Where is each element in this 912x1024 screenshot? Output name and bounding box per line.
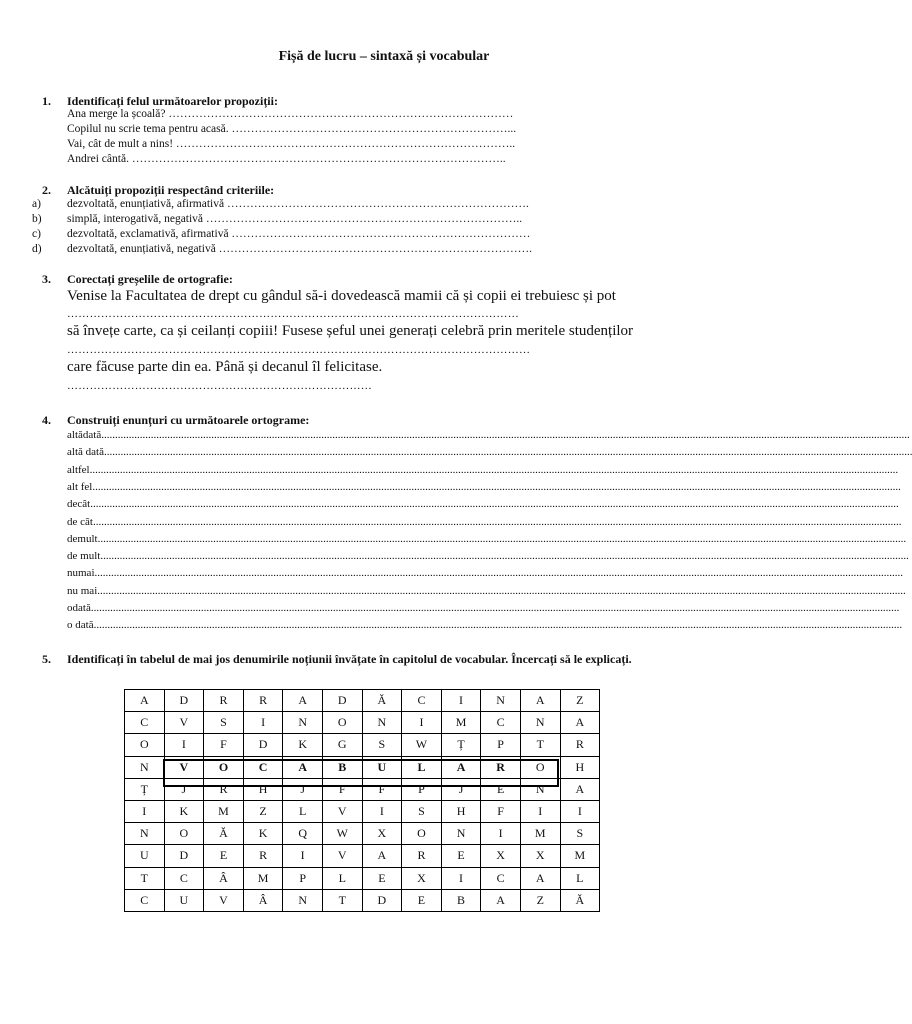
ortogram-word: de mult (67, 550, 101, 563)
grid-cell: Z (560, 690, 600, 712)
answer-dots: ...................................................................................................................................................................................................................................................................................................... (89, 463, 899, 476)
grid-cell: A (283, 756, 323, 778)
ortogram-line (67, 429, 910, 441)
answer-dots: ...................................................................................................................................................................................................................................................................................................... (97, 584, 906, 597)
section-heading: Construiți enunțuri cu următoarele ortograme: (67, 413, 310, 427)
grid-cell: N (125, 756, 165, 778)
grid-cell: I (402, 712, 442, 734)
grid-cell: V (322, 845, 362, 867)
grid-cell: N (481, 690, 521, 712)
answer-dots: ...................................................................................................................................................................................................................................................................................................... (100, 550, 909, 563)
grid-row (125, 845, 600, 867)
answer-dots: ……………………………………………………………………… (67, 380, 373, 392)
grid-cell: W (322, 823, 362, 845)
grid-cell: H (243, 778, 283, 800)
grid-cell: T (520, 734, 560, 756)
grid-cell: X (402, 867, 442, 889)
grid-cell: A (441, 756, 481, 778)
grid-cell: S (204, 712, 244, 734)
grid-cell: N (283, 712, 323, 734)
grid-cell: P (481, 734, 521, 756)
grid-cell: V (164, 756, 204, 778)
grid-cell: X (520, 845, 560, 867)
section-1 (42, 94, 662, 174)
grid-cell: R (402, 845, 442, 867)
grid-row (125, 734, 600, 756)
grid-cell: M (560, 845, 600, 867)
grid-cell: W (402, 734, 442, 756)
answer-dots: ...................................................................................................................................................................................................................................................................................................... (103, 446, 912, 459)
grid-cell: P (402, 778, 442, 800)
grid-cell: P (283, 867, 323, 889)
exercise-line: dezvoltată, enunțiativă, afirmativă ……………………………………………………………………. (67, 198, 529, 210)
grid-cell: Ă (362, 690, 402, 712)
grid-cell: I (481, 823, 521, 845)
section-number: 3. (42, 272, 51, 286)
grid-cell: A (520, 867, 560, 889)
grid-cell: S (362, 734, 402, 756)
answer-dots: ...................................................................................................................................................................................................................................................................................................... (90, 602, 900, 614)
grid-cell: F (322, 778, 362, 800)
ortogram-word: altfel (67, 463, 90, 476)
grid-cell: L (402, 756, 442, 778)
grid-cell: R (204, 778, 244, 800)
ortogram-line (67, 498, 899, 511)
grid-cell: O (520, 756, 560, 778)
grid-cell: N (520, 778, 560, 800)
grid-cell: O (204, 756, 244, 778)
grid-cell: E (441, 845, 481, 867)
grid-cell: M (441, 712, 481, 734)
grid-cell: M (520, 823, 560, 845)
grid-cell: U (362, 756, 402, 778)
exercise-line: simplă, interogativă, negativă ……………………………………………………………………….. (67, 213, 523, 225)
grid-cell: E (402, 889, 442, 911)
grid-cell: N (362, 712, 402, 734)
grid-cell: I (441, 867, 481, 889)
grid-cell: M (204, 800, 244, 822)
grid-cell: B (322, 756, 362, 778)
grid-cell: R (481, 756, 521, 778)
ortogram-word: o dată (67, 619, 94, 632)
grid-cell: I (560, 800, 600, 822)
item-letter: b) (32, 213, 42, 225)
grid-cell: I (283, 845, 323, 867)
grid-cell: N (520, 712, 560, 734)
section-heading: Identificați în tabelul de mai jos denumirile noțiunii învățate în capitolul de vocabular. Încercați să le explicați. (67, 652, 632, 666)
grid-cell: Ă (560, 889, 600, 911)
grid-cell: C (243, 756, 283, 778)
grid-cell: S (402, 800, 442, 822)
answer-dots: ...................................................................................................................................................................................................................................................................................................... (101, 429, 910, 441)
grid-cell: Â (204, 867, 244, 889)
ortogram-line (67, 602, 900, 614)
grid-row (125, 823, 600, 845)
section-heading: Corectați greșelile de ortografie: (67, 272, 233, 286)
section-heading: Identificați felul următoarelor propoziții: (67, 94, 278, 108)
section-4 (42, 413, 912, 633)
grid-cell: J (441, 778, 481, 800)
section-2 (32, 183, 662, 263)
grid-cell: N (125, 823, 165, 845)
grid-cell: A (560, 712, 600, 734)
grid-cell: D (164, 690, 204, 712)
grid-cell: M (243, 867, 283, 889)
grid-cell: O (125, 734, 165, 756)
answer-dots: ………………………………………………………………………………………………………… (67, 308, 519, 320)
word-search-grid (124, 689, 600, 912)
grid-cell: Ț (125, 778, 165, 800)
grid-cell: D (362, 889, 402, 911)
answer-dots: ...................................................................................................................................................................................................................................................................................................... (92, 515, 902, 528)
grid-row (125, 712, 600, 734)
grid-cell: I (243, 712, 283, 734)
ortogram-line (67, 619, 903, 632)
grid-cell: I (164, 734, 204, 756)
ortogram-word: nu mai (67, 584, 98, 597)
grid-cell: C (481, 867, 521, 889)
grid-cell: V (322, 800, 362, 822)
highlight-box (163, 759, 559, 787)
section-number: 5. (42, 652, 51, 666)
grid-cell: E (481, 778, 521, 800)
grid-cell: F (362, 778, 402, 800)
grid-cell: B (441, 889, 481, 911)
answer-dots: …………………………………………………………………………………………………………… (67, 344, 531, 356)
grid-cell: A (520, 690, 560, 712)
ortogram-word: demult (67, 532, 98, 545)
exercise-line: dezvoltată, enunțiativă, negativă ………………………………………………………………………. (67, 243, 533, 255)
section-3 (42, 272, 662, 397)
answer-dots: ...................................................................................................................................................................................................................................................................................................... (90, 498, 899, 511)
grid-cell: X (481, 845, 521, 867)
grid-cell: T (125, 867, 165, 889)
grid-cell: I (441, 690, 481, 712)
grid-cell: C (402, 690, 442, 712)
answer-dots: ...................................................................................................................................................................................................................................................................................................... (92, 480, 901, 493)
grid-cell: U (164, 889, 204, 911)
ortogram-word: alt fel (67, 480, 93, 493)
page-title: Fișă de lucru – sintaxă și vocabular (278, 49, 490, 64)
grid-cell: R (560, 734, 600, 756)
grid-cell: I (362, 800, 402, 822)
section-5 (42, 652, 742, 672)
grid-cell: J (283, 778, 323, 800)
ortogram-line (67, 550, 909, 563)
grid-cell: V (204, 889, 244, 911)
grid-cell: K (243, 823, 283, 845)
ortogram-word: altădată (67, 429, 102, 441)
ortogram-line (67, 480, 901, 493)
ortogram-word: altă dată (67, 446, 104, 459)
grid-cell: C (125, 712, 165, 734)
grid-cell: F (204, 734, 244, 756)
grid-cell: D (164, 845, 204, 867)
grid-cell: C (481, 712, 521, 734)
grid-cell: V (164, 712, 204, 734)
exercise-line: Vai, cât de mult a nins! …………………………………………………………………………….. (67, 138, 516, 150)
grid-cell: I (125, 800, 165, 822)
grid-cell: U (125, 845, 165, 867)
grid-cell: K (164, 800, 204, 822)
section-number: 4. (42, 413, 51, 427)
grid-cell: F (481, 800, 521, 822)
grid-cell: L (322, 867, 362, 889)
grid-cell: O (164, 823, 204, 845)
grid-cell: E (362, 867, 402, 889)
grid-cell: R (204, 690, 244, 712)
grid-cell: S (560, 823, 600, 845)
ortogram-line (67, 567, 903, 580)
grid-cell: T (322, 889, 362, 911)
ortogram-line (67, 532, 907, 545)
grid-row (125, 690, 600, 712)
grid-cell: K (283, 734, 323, 756)
answer-dots: ...................................................................................................................................................................................................................................................................................................... (97, 532, 907, 545)
grid-cell: O (402, 823, 442, 845)
ortogram-word: numai (67, 567, 95, 580)
grid-cell: A (362, 845, 402, 867)
grid-cell: Z (520, 889, 560, 911)
section-number: 1. (42, 94, 51, 108)
grid-cell: R (243, 845, 283, 867)
grid-cell: A (283, 690, 323, 712)
grid-cell: H (441, 800, 481, 822)
grid-cell: Z (243, 800, 283, 822)
grid-cell: C (164, 867, 204, 889)
grid-cell: Ă (204, 823, 244, 845)
ortogram-line (67, 446, 912, 459)
item-letter: c) (32, 228, 41, 240)
section-number: 2. (42, 183, 51, 197)
grid-cell: Q (283, 823, 323, 845)
section-heading: Alcătuiți propoziții respectând criteriile: (67, 183, 275, 197)
item-letter: d) (32, 243, 42, 255)
grid-cell: C (125, 889, 165, 911)
grid-cell: E (204, 845, 244, 867)
item-letter: a) (32, 198, 41, 210)
text-line: care făcuse parte din ea. Până și decanul îl felicitase. (67, 359, 383, 375)
grid-cell: G (322, 734, 362, 756)
grid-cell: A (481, 889, 521, 911)
text-line: Venise la Facultatea de drept cu gândul să-i dovedească mamii că și copii ei trebuiesc și pot (67, 288, 616, 304)
ortogram-word: de cât (67, 515, 93, 528)
grid-cell: Â (243, 889, 283, 911)
answer-dots: ...................................................................................................................................................................................................................................................................................................... (93, 619, 903, 632)
grid-cell: A (560, 778, 600, 800)
grid-cell: N (283, 889, 323, 911)
grid-cell: Ț (441, 734, 481, 756)
exercise-line: Ana merge la școală? ……………………………………………………………………………… (67, 108, 514, 120)
grid-cell: A (125, 690, 165, 712)
grid-cell: H (560, 756, 600, 778)
grid-cell: L (560, 867, 600, 889)
answer-dots: ...................................................................................................................................................................................................................................................................................................... (94, 567, 903, 580)
exercise-line: Copilul nu scrie tema pentru acasă. ………………………………………………………………... (67, 123, 517, 135)
grid-cell: L (283, 800, 323, 822)
grid-cell: J (164, 778, 204, 800)
grid-cell: N (441, 823, 481, 845)
exercise-line: Andrei cântă. …………………………………………………………………………………….. (67, 153, 506, 165)
grid-cell: I (520, 800, 560, 822)
ortogram-line (67, 463, 899, 476)
grid-cell: R (243, 690, 283, 712)
grid-cell: D (243, 734, 283, 756)
exercise-line: dezvoltată, exclamativă, afirmativă …………………………………………………………………… (67, 228, 531, 240)
ortogram-word: odată (67, 602, 91, 614)
grid-row (125, 800, 600, 822)
ortogram-line (67, 515, 902, 528)
ortogram-line (67, 584, 906, 597)
grid-cell: X (362, 823, 402, 845)
grid-cell: D (322, 690, 362, 712)
ortogram-word: decât (67, 498, 91, 511)
grid-cell: O (322, 712, 362, 734)
text-line: să învețe carte, ca și ceilanți copiii! Fusese șeful unei generați celebră prin meritele studenților (67, 323, 634, 339)
grid-row (125, 867, 600, 889)
grid-row (125, 889, 600, 911)
